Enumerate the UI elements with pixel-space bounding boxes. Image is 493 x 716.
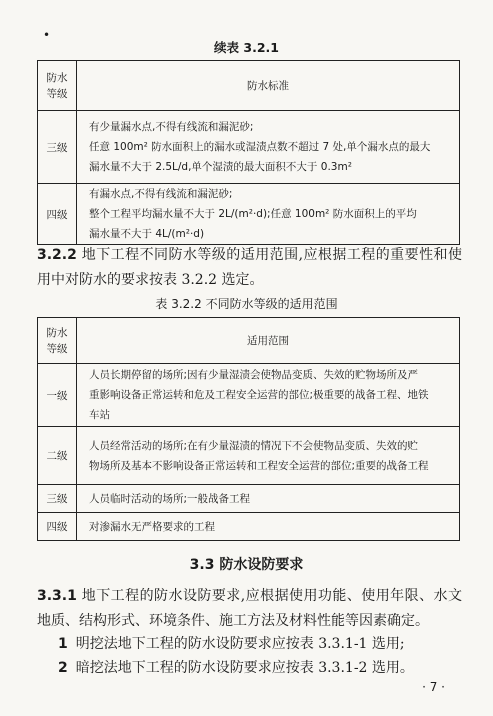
list-item [58,632,468,656]
table1-line: 漏水量不大于 2.5L/d,单个湿渍的最大面积不大于 0.3m² [89,161,352,173]
table2-scope-cell [77,364,460,427]
table-row [38,111,460,184]
table2-level-cell: 二级 [38,427,77,485]
table1-line: 有少量漏水点,不得有线流和漏泥砂; [89,121,254,133]
table1-level-cell: 四级 [38,184,77,245]
table2-line: 对渗漏水无严格要求的工程 [89,520,215,533]
table-row [38,485,460,513]
table1-waterproof-standards [37,60,460,245]
table-row [38,513,460,541]
table1-caption: 续表 3.2.1 [214,40,279,55]
clause-number: 3.2.2 [37,247,77,263]
clause-3-2-2 [37,243,462,293]
page-number: · 7 · [422,680,445,694]
table2-line: 物场所及基本不影响设备正常运转和工程安全运营的部位;重要的战备工程 [89,459,429,472]
item-text: 明挖法地下工程的防水设防要求应按表 3.3.1-1 选用; [75,636,405,652]
table-row [38,427,460,485]
table1-header-row [38,61,460,111]
table2-scope-cell [77,427,460,485]
table2-scope-cell [77,513,460,541]
table1-line: 任意 100m² 防水面积上的漏水或湿渍点数不超过 7 处,单个漏水点的最大 [89,141,431,153]
clause-text: 地下工程不同防水等级的适用范围,应根据工程的重要性和使用中对防水的要求按表 3.2.2 选定。 [37,247,462,288]
table1-line: 漏水量不大于 4L/(m²·d) [89,228,205,240]
table-row [38,364,460,427]
table1-level-cell: 三级 [38,111,77,184]
item-number: 2 [58,660,68,676]
table2-line: 重影响设备正常运转和危及工程安全运营的部位;极重要的战备工程、地铁 [89,389,429,401]
section-title: 3.3 防水设防要求 [189,557,304,573]
top-dot-mark: • [43,28,51,42]
table2-line: 车站 [89,409,110,421]
table1-standard-cell [77,184,460,245]
item-number: 1 [58,636,68,652]
table2-header-row [38,318,460,364]
table1-line: 有漏水点,不得有线流和漏泥砂; [89,188,233,200]
table2-line: 人员经常活动的场所;在有少量湿渍的情况下不会使物品变质、失效的贮 [89,439,419,452]
table2-caption: 表 3.2.2 不同防水等级的适用范围 [155,297,338,311]
clause-number: 3.3.1 [37,588,77,604]
table2-line: 人员临时活动的场所;一般战备工程 [89,492,251,505]
clause-text: 地下工程的防水设防要求,应根据使用功能、使用年限、水文地质、结构形式、环境条件、施工方法及材料性能等因素确定。 [37,588,462,629]
table2-scope-cell [77,485,460,513]
list-item [58,656,468,680]
table2-line: 人员长期停留的场所;因有少量湿渍会使物品变质、失效的贮物场所及严 [89,369,419,381]
table2-header-scope: 适用范围 [77,318,460,364]
table1-header-standard: 防水标准 [77,61,460,111]
table1-line: 整个工程平均漏水量不大于 2L/(m²·d);任意 100m² 防水面积上的平均 [89,208,417,220]
clause-3-3-1 [37,584,462,634]
table2-level-cell: 三级 [38,485,77,513]
table1-standard-cell [77,111,460,184]
table2-level-cell: 一级 [38,364,77,427]
table2-header-level: 防水 等级 [38,318,77,364]
table2-applicable-scope [37,317,460,541]
table2-level-cell: 四级 [38,513,77,541]
table-row [38,184,460,245]
table1-header-level: 防水 等级 [38,61,77,111]
item-text: 暗挖法地下工程的防水设防要求应按表 3.3.1-2 选用。 [75,660,414,676]
